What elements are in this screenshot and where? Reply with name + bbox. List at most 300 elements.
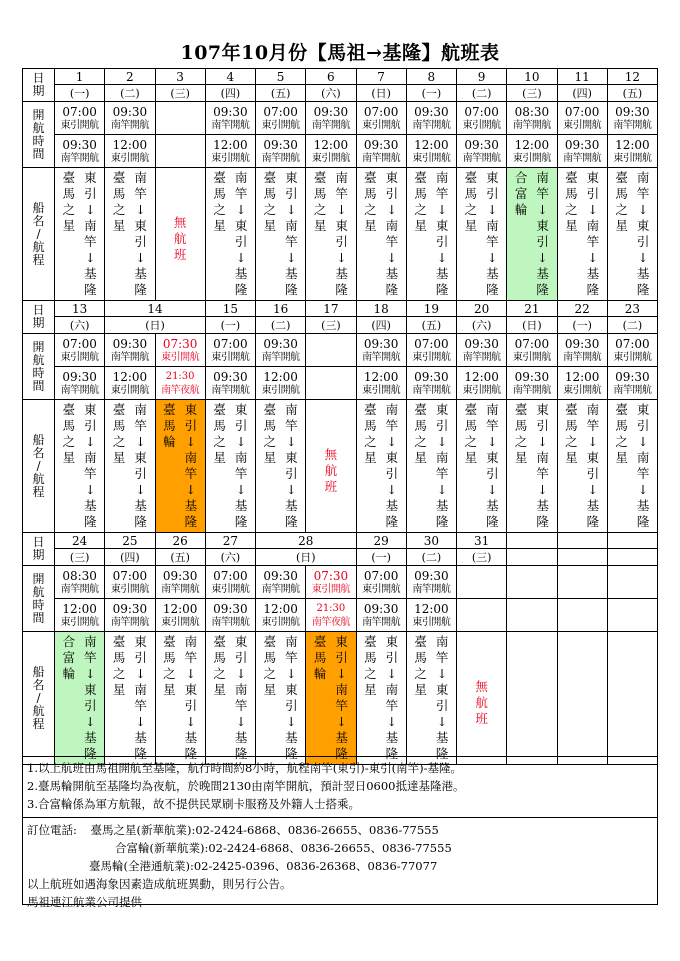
- ship-route-cell: [406, 632, 456, 765]
- ship-name-char: 馬: [414, 186, 427, 201]
- route-char: ↓: [537, 482, 548, 497]
- second-departure-port: 東引開航: [110, 152, 149, 164]
- route-char: 東: [385, 170, 399, 185]
- route-char: 基: [435, 498, 449, 513]
- ship-name-char: 臺: [615, 402, 628, 417]
- ship-name-char: 星: [364, 682, 377, 697]
- ship-name-char: 臺: [464, 170, 478, 185]
- route-char: 隆: [184, 514, 198, 529]
- ship-route-wrap: [407, 170, 456, 298]
- day-number-text: 7: [377, 69, 385, 84]
- weekday-text: (三): [471, 551, 492, 564]
- weekday: [205, 317, 255, 334]
- ship-route-wrap: [306, 634, 355, 762]
- second-departure-time: 12:00: [615, 137, 650, 152]
- departure-port: 南竿開航: [161, 583, 200, 595]
- route-char: 基: [84, 730, 97, 745]
- ship-route-wrap: [105, 170, 154, 298]
- departure-time: 07:00: [213, 336, 248, 351]
- second-departure-cell: [155, 135, 205, 168]
- day-number-text: 24: [71, 533, 88, 548]
- departure-port: 南竿開航: [412, 583, 451, 595]
- route-char: 隆: [586, 282, 600, 297]
- day-number-text: 19: [423, 301, 440, 316]
- route-char: ↓: [185, 434, 197, 449]
- second-departure-cell: [256, 135, 306, 168]
- route-char: 引: [536, 418, 549, 433]
- ship-name-char: 馬: [263, 186, 277, 201]
- row-label-char: 時: [32, 597, 45, 612]
- ship-name: [364, 170, 377, 298]
- row-label-char: 航: [32, 239, 45, 254]
- second-departure-cell: [105, 367, 155, 400]
- weekday: [557, 317, 607, 334]
- weekday-text: (三): [170, 87, 190, 100]
- route-char: 竿: [586, 418, 600, 433]
- weekday-text: (六): [471, 319, 492, 332]
- route: [335, 170, 348, 298]
- row-label-char: 船: [32, 200, 45, 215]
- weekday-row: [23, 549, 658, 566]
- second-departure-port: 東引開航: [412, 152, 451, 164]
- route-char: ↓: [235, 250, 247, 265]
- row-label-char: 期: [32, 316, 45, 330]
- route-char: 基: [385, 498, 399, 513]
- route-char: ↓: [185, 482, 197, 497]
- ship-route-cell: [356, 400, 406, 533]
- route-char: 基: [335, 730, 348, 745]
- route-char: 東: [134, 634, 147, 649]
- weekday: [55, 85, 105, 102]
- note-line: 3.合富輪係為軍方航報，故不提供民眾刷卡服務及外籍人士搭乘。: [27, 797, 360, 811]
- ship-name: [465, 402, 478, 530]
- route-char: 南: [335, 682, 348, 697]
- ship-route-row: [23, 400, 658, 533]
- route-char: 南: [84, 218, 97, 233]
- departure-time-cell: [557, 102, 607, 135]
- second-departure-cell: [607, 599, 657, 632]
- day-number: [406, 533, 456, 549]
- route-char: ↓: [135, 250, 146, 265]
- route-char: 東: [636, 218, 650, 233]
- route-char: 基: [435, 266, 449, 281]
- second-departure-cell: [55, 135, 105, 168]
- route-char: 基: [335, 266, 348, 281]
- ship-name-char: 星: [112, 682, 126, 697]
- ship-name-char: 之: [514, 434, 528, 449]
- ship-name-char: 馬: [163, 650, 176, 665]
- departure-port: 東引開航: [462, 119, 501, 131]
- ship-name-char: 臺: [263, 402, 277, 417]
- route-char: 東: [385, 450, 399, 465]
- ship-name-char: 星: [615, 218, 628, 233]
- ship-name-char: 馬: [414, 418, 427, 433]
- route-char: ↓: [286, 250, 297, 265]
- route-char: 基: [486, 498, 499, 513]
- departure-port: 東引開航: [362, 583, 401, 595]
- day-number-text: 3: [176, 69, 184, 84]
- second-departure-cell: [607, 135, 657, 168]
- weekday: [607, 317, 657, 334]
- ship-name-char: 臺: [213, 402, 226, 417]
- ship-route-cell: [507, 632, 557, 765]
- second-departure-cell: [155, 367, 205, 400]
- ship-name-char: 班: [475, 711, 488, 726]
- ship-name: [213, 170, 226, 298]
- departure-time-cell: [607, 566, 657, 599]
- route-char: ↓: [286, 202, 297, 217]
- row-label-char: 間: [32, 146, 45, 161]
- route-char: ↓: [85, 202, 96, 217]
- ship-route-wrap: [206, 170, 255, 298]
- route-char: 竿: [184, 650, 198, 665]
- ship-name: [565, 170, 578, 298]
- ship-name-char: 星: [414, 450, 427, 465]
- route-char: ↓: [185, 666, 197, 681]
- day-number: [406, 301, 456, 317]
- ship-route-cell: [55, 632, 105, 765]
- second-departure-cell: [457, 135, 507, 168]
- route-char: 東: [234, 402, 248, 417]
- ship-name-char: 臺: [112, 170, 126, 185]
- day-number-text: 10: [524, 69, 540, 84]
- weekday-text: (日): [522, 319, 542, 332]
- departure-time: 07:00: [363, 568, 399, 583]
- route-char: 基: [636, 266, 650, 281]
- second-departure-port: 東引開航: [60, 616, 99, 628]
- day-number: [306, 301, 356, 317]
- second-departure-port: 南竿開航: [362, 152, 401, 164]
- day-number: [457, 533, 507, 549]
- ship-name-char: 航: [173, 231, 187, 246]
- ship-route-cell: [155, 400, 205, 533]
- weekday-text: (三): [321, 319, 341, 332]
- day-number: [557, 301, 607, 317]
- weekday-text: (二): [471, 87, 492, 100]
- day-number: [155, 69, 205, 85]
- ship-name-char: 臺: [112, 402, 126, 417]
- departure-row: [23, 102, 658, 135]
- ship-name-char: 之: [213, 434, 226, 449]
- ship-route-wrap: [156, 402, 205, 530]
- ship-name: [213, 634, 226, 762]
- row-label-char: /: [36, 458, 41, 473]
- second-departure-cell: [557, 367, 607, 400]
- weekday-text: (三): [522, 87, 542, 100]
- route-char: 引: [385, 466, 399, 481]
- notes-section: [22, 756, 658, 817]
- day-number-row: [23, 301, 658, 317]
- day-number: [55, 533, 105, 549]
- route: [436, 402, 449, 530]
- second-departure-cell: [356, 367, 406, 400]
- route-char: 南: [234, 170, 248, 185]
- row-label-char: 船: [32, 664, 45, 679]
- departure-port: 南竿開航: [261, 351, 300, 363]
- departure-time: 07:30: [313, 568, 349, 583]
- departure-time-cell: [55, 566, 105, 599]
- route-char: ↓: [386, 202, 398, 217]
- route-char: 引: [636, 418, 650, 433]
- departure-time-cell: [507, 102, 557, 135]
- route-char: 東: [335, 218, 348, 233]
- weekday: [55, 317, 105, 334]
- route-char: 南: [636, 450, 650, 465]
- row-label: [23, 102, 55, 168]
- route-char: 隆: [234, 746, 248, 761]
- second-departure-cell: [155, 599, 205, 632]
- day-number-text: 15: [222, 301, 239, 316]
- route-char: 隆: [84, 746, 97, 761]
- route-char: 南: [184, 634, 198, 649]
- route-char: 引: [435, 698, 449, 713]
- day-number: [256, 69, 306, 85]
- route-char: 竿: [134, 698, 147, 713]
- route-char: ↓: [637, 202, 649, 217]
- route-char: 東: [184, 682, 198, 697]
- route-char: 隆: [335, 746, 348, 761]
- second-departure-time: 09:30: [464, 137, 499, 152]
- ship-name-char: 馬: [414, 650, 427, 665]
- route-char: 東: [486, 170, 499, 185]
- ship-name-char: 之: [213, 666, 226, 681]
- day-number-text: 20: [473, 301, 490, 316]
- departure-port: 東引開航: [512, 351, 551, 363]
- day-number: [457, 301, 507, 317]
- route-char: 東: [435, 402, 449, 417]
- departure-time: 07:00: [112, 568, 148, 583]
- weekday: [557, 549, 607, 566]
- second-departure-cell: [256, 367, 306, 400]
- route-char: 竿: [234, 186, 248, 201]
- ship-route-wrap: [206, 402, 255, 530]
- ship-route-cell: [607, 400, 657, 533]
- weekday: [557, 85, 607, 102]
- route-char: ↓: [637, 482, 649, 497]
- route: [235, 634, 248, 762]
- ship-route-wrap: [558, 170, 607, 298]
- ship-name: [264, 634, 277, 762]
- row-label-char: /: [36, 690, 41, 705]
- route-char: 竿: [636, 186, 650, 201]
- ship-name-char: 輪: [313, 666, 327, 681]
- ship-route-wrap: [507, 402, 556, 530]
- ship-name-char: 星: [565, 450, 578, 465]
- second-departure-cell: [406, 599, 456, 632]
- departure-time-cell: [155, 566, 205, 599]
- ship-name-char: 星: [464, 450, 478, 465]
- departure-time: 09:30: [263, 568, 298, 583]
- route-char: 基: [636, 498, 650, 513]
- second-departure-port: 南竿開航: [211, 384, 250, 396]
- ship-name-char: 臺: [514, 402, 528, 417]
- second-departure-time: 12:00: [414, 137, 449, 152]
- route-char: ↓: [537, 202, 548, 217]
- ship-name-char: 臺: [565, 402, 578, 417]
- row-label-char: 開: [32, 339, 45, 354]
- day-number: [406, 69, 456, 85]
- route-char: 南: [435, 450, 449, 465]
- ship-name-char: 星: [112, 218, 126, 233]
- route-char: 隆: [234, 514, 248, 529]
- day-number: [507, 301, 557, 317]
- route-char: ↓: [436, 250, 448, 265]
- day-number-text: 21: [524, 301, 540, 316]
- ship-name: [364, 634, 377, 762]
- route-char: 基: [234, 730, 248, 745]
- day-number: [105, 533, 155, 549]
- route-char: 東: [234, 634, 248, 649]
- ship-name-char: 馬: [313, 650, 327, 665]
- second-departure-port: 東引開航: [613, 152, 652, 164]
- route-char: 引: [84, 698, 97, 713]
- weekday: [356, 549, 406, 566]
- day-number: [205, 69, 255, 85]
- note-line: 1.以上航班由馬祖開航至基隆，航行時間約8小時，航程南竿(東引)-東引(南竿)-基隆。: [27, 761, 463, 775]
- route: [185, 402, 198, 530]
- ship-name-char: 馬: [565, 418, 578, 433]
- route-char: 南: [385, 682, 399, 697]
- second-departure-port: 南竿開航: [462, 152, 501, 164]
- route-char: ↓: [487, 482, 498, 497]
- departure-time: 09:30: [213, 104, 248, 119]
- route-char: ↓: [336, 202, 347, 217]
- second-departure-time: 12:00: [313, 137, 349, 152]
- route-char: ↓: [85, 250, 96, 265]
- ship-route-wrap: [55, 170, 104, 298]
- departure-time-cell: [105, 566, 155, 599]
- second-departure-time: 12:00: [112, 137, 148, 152]
- departure-port: 南竿開航: [563, 351, 602, 363]
- ship-route-cell: [256, 168, 306, 301]
- row-label-char: 間: [32, 610, 45, 625]
- day-number-text: 9: [477, 69, 486, 84]
- route: [84, 170, 97, 298]
- route-char: 隆: [486, 282, 499, 297]
- ship-route-cell: [306, 632, 356, 765]
- route-char: 南: [84, 450, 97, 465]
- route-char: 東: [285, 170, 298, 185]
- ship-name-char: 馬: [263, 418, 277, 433]
- row-label-char: 期: [32, 548, 45, 562]
- route-char: 東: [285, 682, 298, 697]
- ship-name-char: 之: [565, 202, 578, 217]
- day-number-text: 27: [222, 533, 239, 548]
- route: [637, 402, 650, 530]
- departure-port: 東引開航: [211, 351, 250, 363]
- weekday: [507, 317, 557, 334]
- ship-route-wrap: [55, 402, 104, 530]
- day-number: [356, 301, 406, 317]
- weekday-text: (六): [69, 319, 90, 332]
- second-departure-time: 12:00: [564, 369, 600, 384]
- route-char: ↓: [135, 434, 146, 449]
- departure-port: 南竿開航: [613, 119, 652, 131]
- day-number-text: 5: [276, 69, 285, 84]
- route-char: 引: [636, 234, 650, 249]
- route-char: ↓: [135, 666, 146, 681]
- route-char: 東: [84, 402, 97, 417]
- route: [436, 634, 449, 762]
- departure-time-cell: [607, 102, 657, 135]
- departure-time-cell: [306, 566, 356, 599]
- ship-route-cell: [406, 168, 456, 301]
- ship-name-char: 馬: [364, 650, 377, 665]
- second-departure-time: 12:00: [363, 369, 399, 384]
- day-number: [607, 533, 657, 549]
- route-char: ↓: [135, 714, 146, 729]
- contact-label: 訂位電話:: [27, 823, 77, 837]
- second-departure-port: 南竿開航: [60, 152, 99, 164]
- route-char: 竿: [285, 418, 298, 433]
- route-char: ↓: [336, 666, 347, 681]
- second-departure-cell: [205, 367, 255, 400]
- weekday-text: (四): [572, 87, 592, 100]
- second-departure-time: 12:00: [263, 369, 298, 384]
- route-char: ↓: [235, 714, 247, 729]
- ship-name-char: 馬: [112, 418, 126, 433]
- ship-route-cell: [457, 400, 507, 533]
- ship-name-char: 之: [62, 434, 76, 449]
- route-char: 引: [234, 418, 248, 433]
- ship-route-wrap: [407, 402, 456, 530]
- ship-name: [414, 170, 427, 298]
- second-departure-port: 東引開航: [462, 384, 501, 396]
- departure-time: 07:00: [62, 336, 97, 351]
- route-char: ↓: [286, 434, 297, 449]
- row-label-char: 時: [32, 365, 45, 380]
- departure-time-cell: [55, 334, 105, 367]
- ship-name: [113, 402, 126, 530]
- route-char: 隆: [234, 282, 248, 297]
- departure-port: 東引開航: [412, 351, 451, 363]
- ship-name-char: 之: [163, 666, 176, 681]
- ship-route-wrap: [407, 634, 456, 762]
- weekday: [356, 85, 406, 102]
- weekday-text: (四): [220, 87, 241, 100]
- route-char: ↓: [235, 434, 247, 449]
- route-char: 引: [385, 186, 399, 201]
- day-number: [557, 533, 607, 549]
- second-departure-port: 東引開航: [512, 152, 551, 164]
- ship-name-char: 星: [263, 682, 277, 697]
- weekday-text: (五): [270, 87, 291, 100]
- departure-time: 07:00: [263, 104, 298, 119]
- second-departure-cell: [507, 135, 557, 168]
- ship-name-char: 之: [112, 434, 126, 449]
- ship-route-wrap: [156, 205, 205, 263]
- route-char: ↓: [637, 434, 649, 449]
- weekday-row: [23, 317, 658, 334]
- weekday: [406, 549, 456, 566]
- ship-name-char: 班: [324, 479, 338, 494]
- ship-name-char: 馬: [464, 186, 478, 201]
- weekday-text: (日): [371, 87, 391, 100]
- ship-name: [314, 170, 327, 298]
- route-char: ↓: [85, 666, 96, 681]
- ship-name-char: 班: [173, 247, 187, 262]
- ship-name-char: 馬: [62, 186, 76, 201]
- ship-name: [565, 402, 578, 530]
- weekday-text: (一): [69, 87, 90, 100]
- weekday: [507, 85, 557, 102]
- departure-port: 東引開航: [311, 583, 350, 595]
- route-char: 引: [184, 418, 198, 433]
- ship-route-cell: [55, 400, 105, 533]
- day-number: [607, 69, 657, 85]
- footer-note: 以上航班如遇海象因素造成航班異動，則另行公告。: [27, 877, 292, 891]
- ship-route-wrap: [256, 170, 305, 298]
